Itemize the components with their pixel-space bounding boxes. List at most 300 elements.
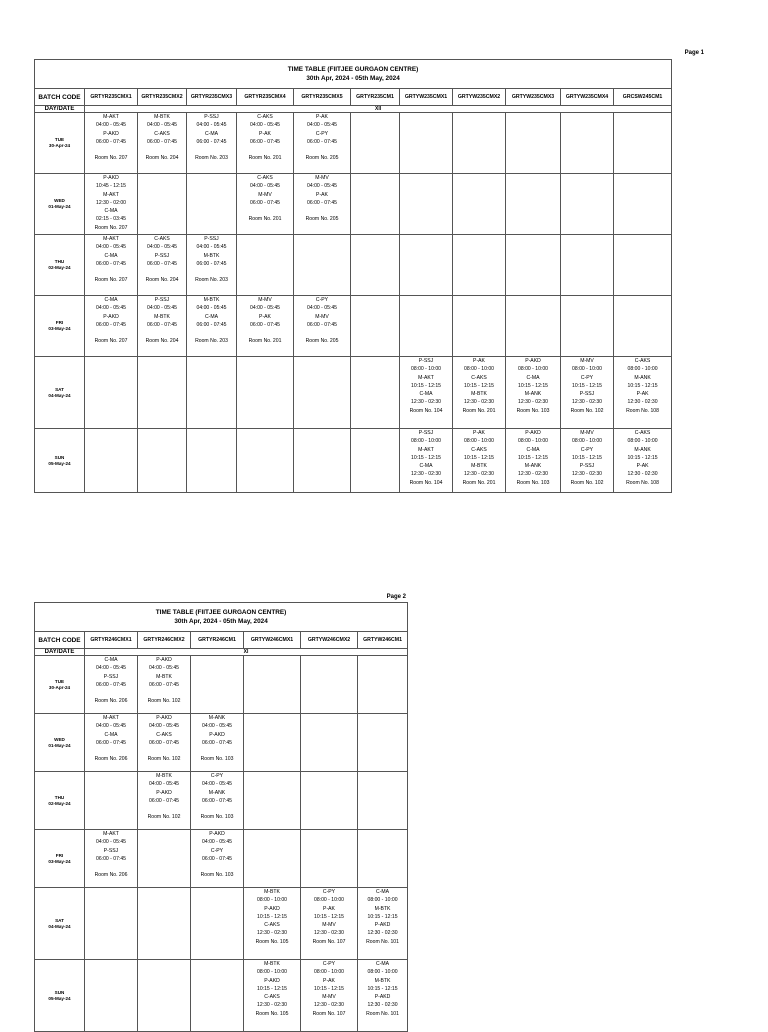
- session-time: 04:00 - 05:45: [249, 122, 281, 129]
- room-number: Room No. 204: [145, 277, 179, 284]
- subject-teacher: [191, 747, 243, 755]
- schedule-cell: [237, 296, 294, 357]
- subject-teacher: M-BTK: [203, 297, 220, 303]
- subject-teacher: C-MA: [104, 252, 118, 259]
- subject-teacher: C-MA: [419, 391, 433, 398]
- session-time: 06:00 - 07:45: [201, 855, 233, 862]
- date-value: 30-Apr-24: [48, 684, 71, 690]
- batch-column-header: GRTYR235CMX4: [237, 89, 294, 106]
- session-time: 04:00 - 05:45: [146, 244, 178, 251]
- table-row: [35, 357, 672, 429]
- session-time: 08:00 - 10:00: [571, 366, 603, 373]
- subject-teacher: C-MA: [204, 130, 218, 137]
- session-time: 06:00 - 07:45: [95, 739, 127, 746]
- subject-teacher: C-PY: [580, 446, 594, 453]
- subject-teacher: C-AKS: [264, 922, 280, 929]
- subject-teacher: C-AKS: [471, 446, 487, 453]
- session-time: 10:45 - 12:15: [95, 183, 127, 190]
- schedule-cell: [191, 960, 244, 1032]
- date-value: 03-May-24: [48, 326, 71, 331]
- session-time: 06:00 - 07:45: [201, 739, 233, 746]
- subject-teacher: [138, 146, 186, 154]
- subject-teacher: P-AKD: [156, 789, 172, 796]
- schedule-cell: [85, 174, 138, 235]
- session-time: 12:30 - 02:30: [517, 471, 549, 478]
- batch-column-header: GRTYR246CMX2: [138, 632, 191, 649]
- subject-teacher: C-AKS: [257, 114, 273, 120]
- subject-teacher: [191, 863, 243, 871]
- page-number: Page 2: [386, 594, 406, 600]
- subject-teacher: P-AK: [323, 905, 335, 912]
- date-range: 30th Apr, 2024 - 05th May, 2024: [174, 618, 268, 625]
- schedule-cell: [400, 357, 453, 429]
- batch-column-header: GRCSW245CM1: [614, 89, 672, 106]
- table-row: [35, 235, 672, 296]
- subject-teacher: P-AKD: [103, 313, 119, 320]
- room-number: Room No. 201: [248, 338, 282, 345]
- subject-teacher: M-MV: [258, 191, 272, 198]
- schedule-cell: [301, 960, 358, 1032]
- session-time: 06:00 - 07:45: [249, 138, 281, 145]
- room-number: Room No. 103: [516, 479, 550, 486]
- schedule-cell: [614, 235, 672, 296]
- subject-teacher: M-ANK: [524, 463, 542, 470]
- schedule-cell: [237, 235, 294, 296]
- schedule-cell: [244, 960, 301, 1032]
- schedule-cell: [358, 960, 408, 1032]
- session-time: 10:15 - 12:15: [367, 985, 398, 992]
- schedule-cell: [237, 174, 294, 235]
- day-cell: [35, 888, 85, 960]
- date-range: 30th Apr, 2024 - 05th May, 2024: [306, 75, 400, 82]
- room-number: Room No. 103: [200, 756, 234, 763]
- session-time: 06:00 - 07:45: [95, 138, 127, 145]
- room-number: Room No. 101: [366, 938, 399, 945]
- subject-teacher: P-AKD: [374, 994, 391, 1001]
- batch-column-header: GRTYW235CMX3: [506, 89, 561, 106]
- room-number: Room No. 103: [200, 814, 234, 821]
- date-value: 03-May-24: [48, 858, 71, 864]
- page-title: TIME TABLE (FIITJEE GURGAON CENTRE): [287, 66, 419, 73]
- subject-teacher: C-PY: [315, 130, 329, 137]
- session-time: 08:00 - 10:00: [313, 969, 345, 976]
- subject-teacher: [85, 329, 137, 337]
- subject-teacher: C-MA: [526, 446, 540, 453]
- schedule-cell: [191, 656, 244, 714]
- subject-teacher: M-AKT: [103, 191, 119, 198]
- subject-teacher: M-MV: [580, 358, 594, 364]
- subject-teacher: [294, 207, 350, 215]
- subject-teacher: P-AK: [259, 130, 271, 137]
- subject-teacher: C-AKS: [634, 358, 651, 364]
- session-time: 10:15 - 12:15: [571, 454, 603, 461]
- session-time: 04:00 - 05:45: [146, 122, 178, 129]
- subject-teacher: C-MA: [204, 313, 218, 320]
- schedule-cell: [400, 113, 453, 174]
- session-time: 12:30 - 02:30: [256, 930, 288, 937]
- schedule-cell: [138, 296, 187, 357]
- schedule-cell: [85, 113, 138, 174]
- subject-teacher: [138, 747, 190, 755]
- session-time: 04:00 - 05:45: [306, 305, 338, 312]
- date-value: 05-May-24: [48, 460, 71, 466]
- subject-teacher: C-MA: [376, 961, 390, 967]
- subject-teacher: C-AKS: [264, 994, 280, 1001]
- subject-teacher: [85, 747, 137, 755]
- subject-teacher: P-AKD: [209, 831, 225, 837]
- room-number: Room No. 205: [305, 338, 339, 345]
- room-number: Room No. 102: [147, 756, 181, 763]
- room-number: Room No. 207: [94, 277, 128, 284]
- table-row: [35, 174, 672, 235]
- subject-teacher: P-AKD: [264, 905, 280, 912]
- day-cell: [35, 296, 85, 357]
- room-number: Room No. 201: [248, 155, 282, 162]
- subject-teacher: [187, 329, 236, 337]
- room-number: Room No. 207: [94, 155, 128, 162]
- session-time: 06:00 - 07:45: [146, 321, 178, 328]
- schedule-cell: [614, 174, 672, 235]
- room-number: Room No. 107: [312, 938, 346, 945]
- subject-teacher: C-MA: [104, 208, 118, 215]
- day-cell: [35, 113, 85, 174]
- date-value: 05-May-24: [48, 995, 71, 1001]
- session-time: 06:00 - 07:45: [201, 797, 233, 804]
- day-date-header: DAY/DATE: [35, 649, 85, 656]
- schedule-cell: [138, 174, 187, 235]
- session-time: 10:15 - 12:15: [463, 454, 495, 461]
- session-time: 10:15 - 12:15: [313, 913, 345, 920]
- session-time: 12:30 - 02:30: [463, 471, 495, 478]
- table-row: [35, 772, 408, 830]
- batch-column-header: GRTYR235CM1: [351, 89, 400, 106]
- batch-column-header: GRTYW246CMX2: [301, 632, 358, 649]
- subject-teacher: M-ANK: [208, 715, 226, 721]
- schedule-cell: [244, 830, 301, 888]
- schedule-cell: [358, 888, 408, 960]
- subject-teacher: C-AKS: [154, 236, 170, 242]
- subject-teacher: P-AKD: [209, 731, 225, 738]
- session-time: 10:15 - 12:15: [410, 454, 442, 461]
- title-cell: [35, 603, 408, 632]
- session-time: 04:00 - 05:45: [249, 305, 281, 312]
- day-name: SUN: [54, 454, 65, 460]
- room-number: Room No. 102: [147, 814, 181, 821]
- session-time: 04:00 - 05:45: [306, 122, 338, 129]
- room-number: Room No. 105: [255, 1010, 289, 1017]
- day-name: WED: [54, 736, 65, 742]
- schedule-cell: [561, 357, 614, 429]
- subject-teacher: C-MA: [526, 374, 540, 381]
- table-row: [35, 714, 408, 772]
- table-row: [35, 830, 408, 888]
- schedule-cell: [453, 357, 506, 429]
- session-time: 12:30 - 02:30: [367, 1002, 398, 1009]
- schedule-cell: [244, 714, 301, 772]
- schedule-cell: [138, 960, 191, 1032]
- subject-teacher: M-MV: [580, 430, 594, 436]
- schedule-cell: [400, 429, 453, 493]
- session-time: 06:00 - 07:45: [95, 855, 127, 862]
- session-time: 08:00 - 10:00: [313, 897, 345, 904]
- subject-teacher: [187, 146, 236, 154]
- subject-teacher: C-MA: [104, 297, 118, 303]
- title-cell: [35, 60, 672, 89]
- schedule-cell: [294, 357, 351, 429]
- room-number: Room No. 103: [200, 872, 234, 879]
- subject-teacher: M-AKT: [103, 715, 119, 721]
- subject-teacher: P-SSJ: [103, 673, 119, 680]
- room-number: Room No. 206: [94, 872, 128, 879]
- subject-teacher: [138, 268, 186, 276]
- subject-teacher: C-PY: [322, 889, 336, 895]
- room-number: Room No. 204: [145, 155, 179, 162]
- schedule-cell: [237, 429, 294, 493]
- session-time: 10:15 - 12:15: [517, 454, 549, 461]
- batch-column-header: GRTYW246CMX1: [244, 632, 301, 649]
- subject-teacher: M-BTK: [156, 673, 172, 680]
- session-time: 04:00 - 05:45: [196, 305, 227, 312]
- schedule-cell: [187, 235, 237, 296]
- session-time: 06:00 - 07:45: [148, 681, 180, 688]
- session-time: 04:00 - 05:45: [146, 305, 178, 312]
- schedule-cell: [138, 429, 187, 493]
- subject-teacher: M-AKT: [418, 374, 434, 381]
- session-time: 06:00 - 07:45: [249, 199, 281, 206]
- session-time: 04:00 - 05:45: [95, 839, 127, 846]
- subject-teacher: M-ANK: [208, 789, 226, 796]
- timetable-grid: [34, 59, 672, 493]
- schedule-cell: [453, 113, 506, 174]
- schedule-cell: [453, 296, 506, 357]
- schedule-cell: [244, 888, 301, 960]
- session-time: 06:00 - 07:45: [196, 321, 227, 328]
- subject-teacher: M-MV: [315, 313, 329, 320]
- schedule-cell: [237, 357, 294, 429]
- schedule-cell: [85, 830, 138, 888]
- schedule-cell: [351, 357, 400, 429]
- schedule-cell: [561, 113, 614, 174]
- subject-teacher: M-BTK: [374, 977, 391, 984]
- day-name: THU: [54, 259, 65, 264]
- schedule-cell: [187, 174, 237, 235]
- batch-column-header: GRTYR235CMX1: [85, 89, 138, 106]
- session-time: 10:15 - 12:15: [463, 382, 495, 389]
- date-value: 04-May-24: [48, 923, 71, 929]
- table-row: [35, 113, 672, 174]
- session-time: 04:00 - 05:45: [201, 781, 233, 788]
- room-number: Room No. 201: [462, 407, 496, 414]
- day-cell: [35, 429, 85, 493]
- table-row: [35, 656, 408, 714]
- session-time: 08:00 - 10:00: [463, 438, 495, 445]
- day-name: SUN: [54, 989, 65, 995]
- session-time: 06:00 - 07:45: [249, 321, 281, 328]
- schedule-cell: [561, 296, 614, 357]
- subject-teacher: C-PY: [322, 961, 336, 967]
- session-time: 06:00 - 07:45: [95, 260, 127, 267]
- subject-teacher: [237, 146, 293, 154]
- schedule-cell: [191, 772, 244, 830]
- schedule-cell: [85, 296, 138, 357]
- batch-code-header: BATCH CODE: [35, 632, 85, 649]
- session-time: 06:00 - 07:45: [196, 260, 227, 267]
- subject-teacher: P-AK: [316, 114, 328, 120]
- room-number: Room No. 102: [147, 698, 181, 705]
- schedule-cell: [85, 357, 138, 429]
- subject-teacher: [294, 329, 350, 337]
- session-time: 06:00 - 07:45: [306, 321, 338, 328]
- subject-teacher: [85, 863, 137, 871]
- day-cell: [35, 714, 85, 772]
- day-cell: [35, 656, 85, 714]
- schedule-cell: [244, 656, 301, 714]
- session-time: 12:30 - 02:30: [571, 471, 603, 478]
- date-value: 30-Apr-24: [48, 143, 71, 148]
- session-time: 12:30 - 02:30: [463, 399, 495, 406]
- session-time: 08:00 - 10:00: [256, 969, 288, 976]
- schedule-cell: [138, 656, 191, 714]
- subject-teacher: P-AK: [473, 430, 485, 436]
- schedule-cell: [85, 429, 138, 493]
- session-time: 04:00 - 05:45: [95, 305, 127, 312]
- subject-teacher: P-AKD: [103, 130, 119, 137]
- class-label: XII: [85, 106, 672, 113]
- session-time: 06:00 - 07:45: [95, 321, 127, 328]
- session-time: 06:00 - 07:45: [306, 138, 338, 145]
- schedule-cell: [294, 174, 351, 235]
- subject-teacher: [85, 146, 137, 154]
- room-number: Room No. 201: [462, 479, 496, 486]
- room-number: Room No. 104: [409, 407, 443, 414]
- schedule-cell: [191, 830, 244, 888]
- room-number: Room No. 108: [626, 407, 659, 414]
- subject-teacher: P-AKD: [156, 657, 172, 663]
- subject-teacher: [138, 805, 190, 813]
- subject-teacher: M-BTK: [203, 252, 220, 259]
- date-value: 04-May-24: [48, 392, 71, 398]
- subject-teacher: C-PY: [580, 374, 594, 381]
- schedule-cell: [301, 714, 358, 772]
- room-number: Room No. 108: [626, 479, 659, 486]
- batch-column-header: GRTYW246CM1: [358, 632, 408, 649]
- day-cell: [35, 830, 85, 888]
- subject-teacher: M-BTK: [471, 463, 487, 470]
- day-name: WED: [54, 198, 65, 203]
- subject-teacher: M-AKT: [103, 114, 119, 120]
- schedule-cell: [351, 174, 400, 235]
- day-name: SAT: [55, 386, 64, 392]
- schedule-cell: [506, 296, 561, 357]
- session-time: 08:00 - 10:00: [627, 366, 658, 373]
- subject-teacher: P-SSJ: [204, 114, 219, 120]
- schedule-cell: [191, 714, 244, 772]
- schedule-cell: [301, 772, 358, 830]
- subject-teacher: [294, 146, 350, 154]
- schedule-cell: [237, 113, 294, 174]
- subject-teacher: [187, 268, 236, 276]
- subject-teacher: P-AKD: [103, 175, 119, 181]
- subject-teacher: M-MV: [315, 175, 329, 181]
- schedule-cell: [301, 888, 358, 960]
- session-time: 06:00 - 07:45: [95, 681, 127, 688]
- subject-teacher: P-AKD: [264, 977, 280, 984]
- room-number: Room No. 107: [312, 1010, 346, 1017]
- subject-teacher: P-SSJ: [204, 236, 219, 242]
- schedule-cell: [614, 429, 672, 493]
- session-time: 10:15 - 12:15: [517, 382, 549, 389]
- batch-column-header: GRTYR235CMX3: [187, 89, 237, 106]
- schedule-cell: [85, 714, 138, 772]
- schedule-cell: [351, 429, 400, 493]
- session-time: 06:00 - 07:45: [148, 739, 180, 746]
- subject-teacher: C-MA: [419, 463, 433, 470]
- subject-teacher: M-MV: [322, 922, 336, 929]
- subject-teacher: C-AKS: [257, 175, 273, 181]
- day-cell: [35, 174, 85, 235]
- schedule-cell: [85, 235, 138, 296]
- session-time: 08:00 - 10:00: [256, 897, 288, 904]
- subject-teacher: C-AKS: [154, 130, 170, 137]
- subject-teacher: M-BTK: [154, 313, 170, 320]
- session-time: 06:00 - 07:45: [196, 138, 227, 145]
- schedule-cell: [358, 772, 408, 830]
- schedule-cell: [614, 113, 672, 174]
- schedule-cell: [191, 888, 244, 960]
- schedule-cell: [85, 960, 138, 1032]
- page-number: Page 1: [684, 50, 704, 56]
- subject-teacher: C-MA: [104, 657, 118, 663]
- session-time: 08:00 - 10:00: [571, 438, 603, 445]
- room-number: Room No. 207: [94, 338, 128, 345]
- subject-teacher: P-SSJ: [103, 847, 119, 854]
- day-cell: [35, 235, 85, 296]
- session-time: 04:00 - 05:45: [201, 723, 233, 730]
- room-number: Room No. 101: [366, 1010, 399, 1017]
- class-label: XI: [85, 649, 408, 656]
- subject-teacher: P-AKD: [156, 715, 172, 721]
- subject-teacher: P-AK: [316, 191, 328, 198]
- subject-teacher: C-AKS: [634, 430, 651, 436]
- subject-teacher: [85, 268, 137, 276]
- room-number: Room No. 102: [570, 407, 604, 414]
- subject-teacher: [138, 329, 186, 337]
- session-time: 10:15 - 12:15: [256, 913, 288, 920]
- day-name: FRI: [55, 852, 64, 858]
- schedule-cell: [85, 772, 138, 830]
- subject-teacher: [237, 207, 293, 215]
- schedule-cell: [561, 429, 614, 493]
- subject-teacher: P-AKD: [525, 430, 541, 436]
- day-cell: [35, 960, 85, 1032]
- day-name: SAT: [55, 917, 64, 923]
- schedule-cell: [400, 296, 453, 357]
- subject-teacher: M-MV: [258, 297, 272, 303]
- schedule-cell: [187, 357, 237, 429]
- schedule-cell: [561, 235, 614, 296]
- page-title: TIME TABLE (FIITJEE GURGAON CENTRE): [155, 609, 287, 616]
- subject-teacher: P-AK: [323, 977, 335, 984]
- subject-teacher: M-MV: [322, 994, 336, 1001]
- subject-teacher: C-PY: [210, 847, 224, 854]
- subject-teacher: [237, 329, 293, 337]
- subject-teacher: P-AK: [473, 358, 485, 364]
- schedule-cell: [358, 830, 408, 888]
- schedule-cell: [85, 656, 138, 714]
- session-time: 04:00 - 05:45: [249, 183, 281, 190]
- subject-teacher: P-AKD: [525, 358, 541, 364]
- schedule-cell: [358, 656, 408, 714]
